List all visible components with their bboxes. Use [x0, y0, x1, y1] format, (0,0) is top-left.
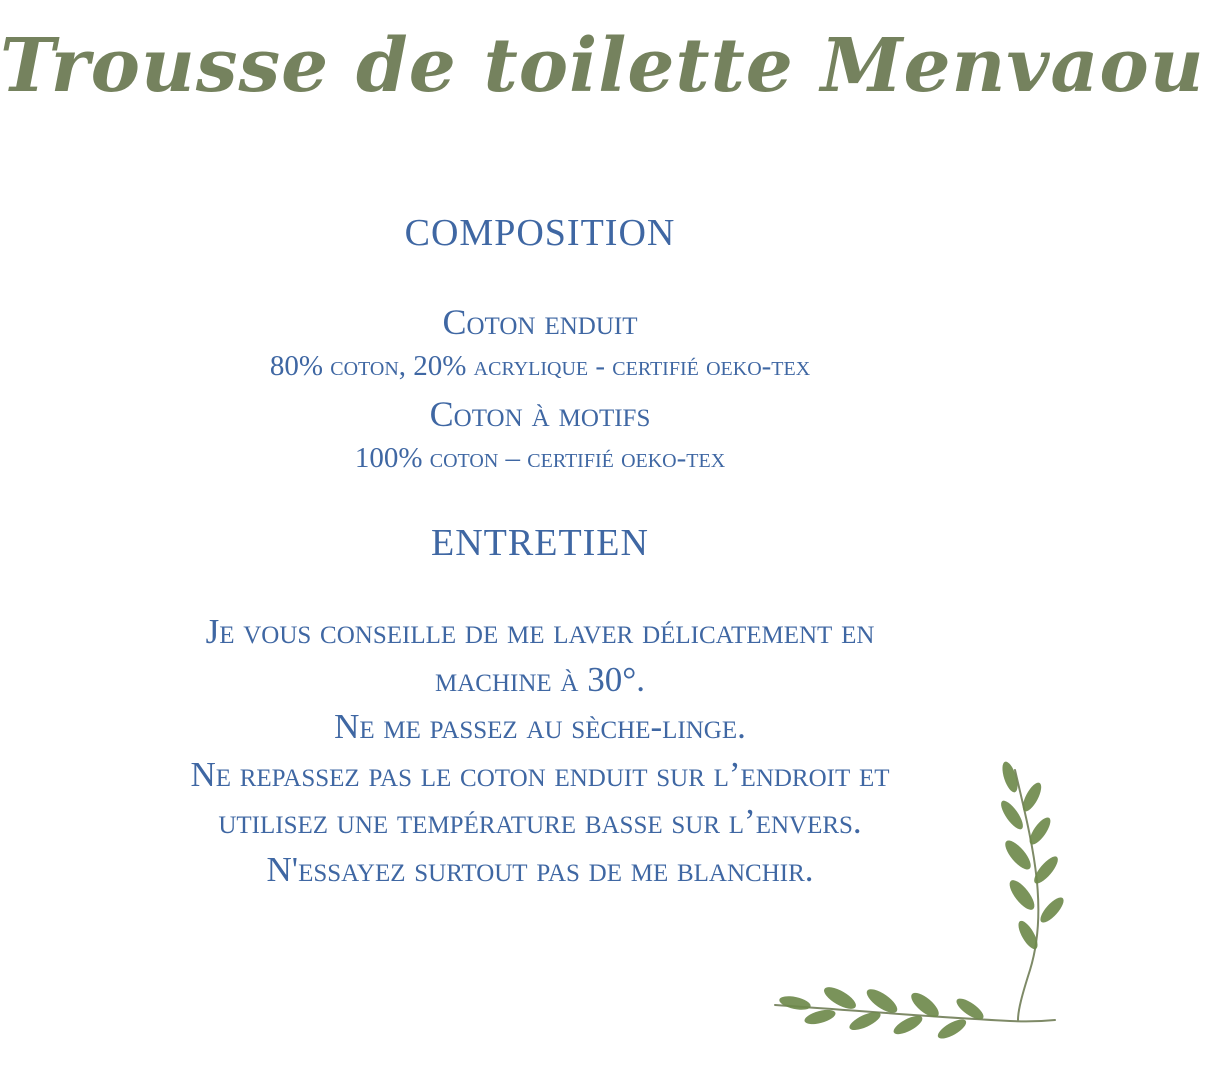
- care-line: Ne me passez au sèche-linge.: [334, 707, 746, 746]
- composition-heading: COMPOSITION: [404, 212, 676, 254]
- olive-branch-icon: [760, 755, 1070, 1075]
- product-title: Trousse de toilette Menvaou: [0, 23, 1205, 109]
- care-line: Ne repassez pas le coton enduit sur l’endroit et: [190, 754, 890, 794]
- care-heading: ENTRETIEN: [431, 522, 649, 564]
- material-1-name: Coton enduit: [442, 302, 638, 342]
- care-line: utilisez une température basse sur l’envers.: [218, 802, 862, 841]
- material-1-detail: 80% coton, 20% acrylique - certifié oeko-tex: [269, 350, 811, 382]
- care-line: N'essayez surtout pas de me blanchir.: [266, 849, 814, 889]
- care-line: Je vous conseille de me laver délicatement en: [205, 612, 875, 651]
- care-line: machine à 30°.: [435, 659, 645, 699]
- material-2-detail: 100% coton – certifié oeko-tex: [354, 442, 726, 474]
- material-2-name: Coton à motifs: [429, 394, 651, 434]
